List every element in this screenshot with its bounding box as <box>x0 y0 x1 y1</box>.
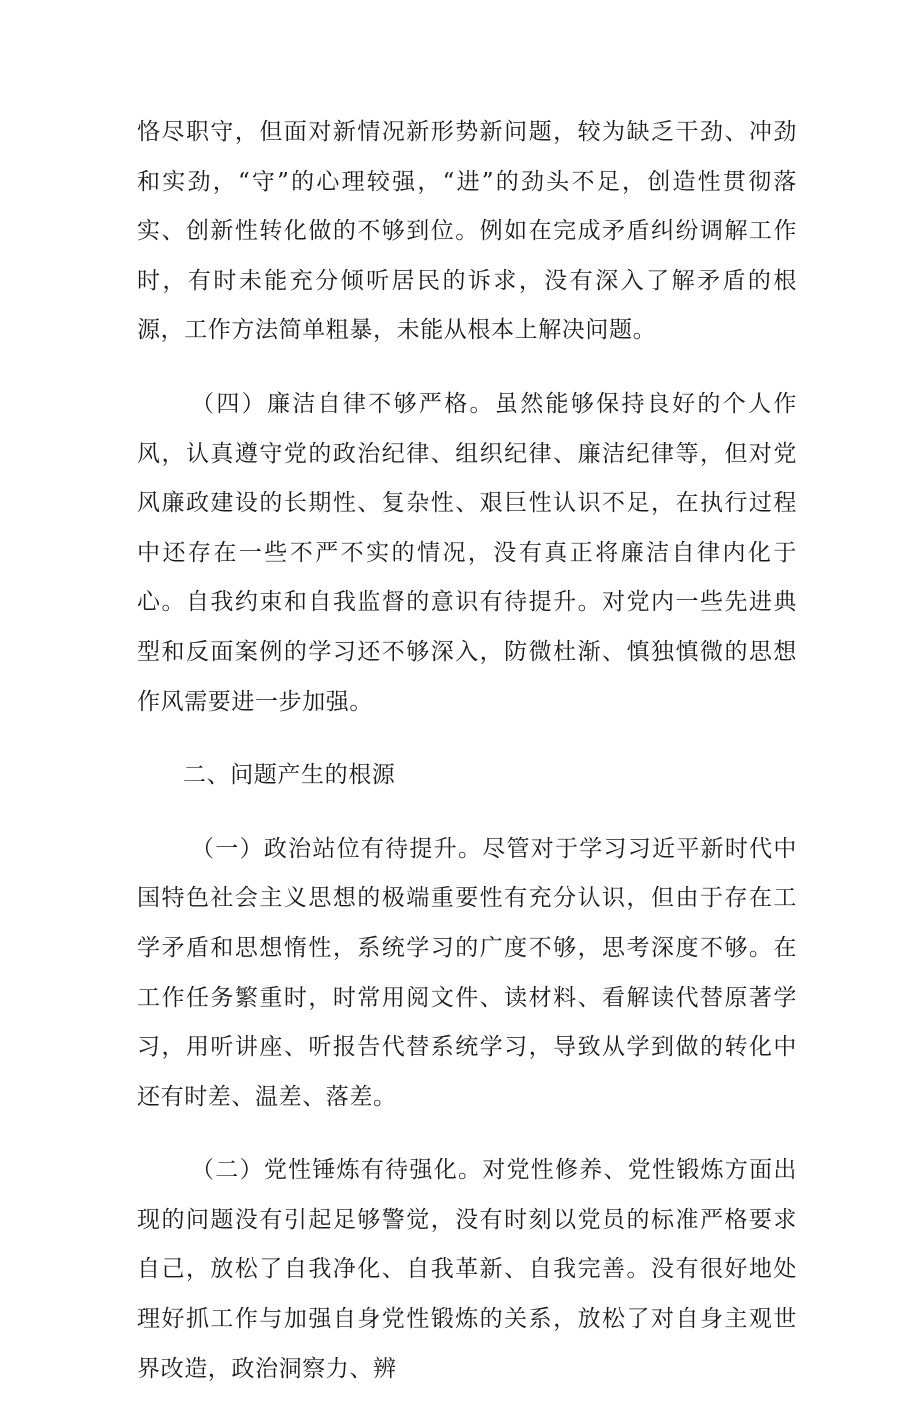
section-heading-root-causes: 二、问题产生的根源 <box>183 762 396 789</box>
document-body <box>137 108 797 1418</box>
paragraph-continued: 恪尽职守，但面对新情况新形势新问题，较为缺乏干劲、冲劲和实劲，“守”的心理较强，“进”的劲头不足，创造性贯彻落实、创新性转化做的不够到位。例如在完成矛盾纠纷调解工作时，有时未能充分倾听居民的诉求，没有深入了解矛盾的根源，工作方法简单粗暴，未能从根本上解决问题。 <box>137 119 797 344</box>
paragraph-party-spirit: （二）党性锤炼有待强化。对党性修养、党性锻炼方面出现的问题没有引起足够警觉，没有时刻以党员的标准严格要求自己，放松了自我净化、自我革新、自我完善。没有很好地处理好抓工作与加强自身党性锻炼的关系，放松了对自身主观世界改造，政治洞察力、辨 <box>137 1157 797 1382</box>
paragraph-integrity-discipline: （四）廉洁自律不够严格。虽然能够保持良好的个人作风，认真遵守党的政治纪律、组织纪律、廉洁纪律等，但对党风廉政建设的长期性、复杂性、艰巨性认识不足，在执行过程中还存在一些不严不实的情况，没有真正将廉洁自律内化于心。自我约束和自我监督的意识有待提升。对党内一些先进典型和反面案例的学习还不够深入，防微杜渐、慎独慎微的思想作风需要进一步加强。 <box>137 390 797 715</box>
paragraph-political-stance: （一）政治站位有待提升。尽管对于学习习近平新时代中国特色社会主义思想的极端重要性有充分认识，但由于存在工学矛盾和思想惰性，系统学习的广度不够，思考深度不够。在工作任务繁重时，时常用阅文件、读材料、看解读代替原著学习，用听讲座、听报告代替系统学习，导致从学到做的转化中还有时差、温差、落差。 <box>137 835 797 1110</box>
